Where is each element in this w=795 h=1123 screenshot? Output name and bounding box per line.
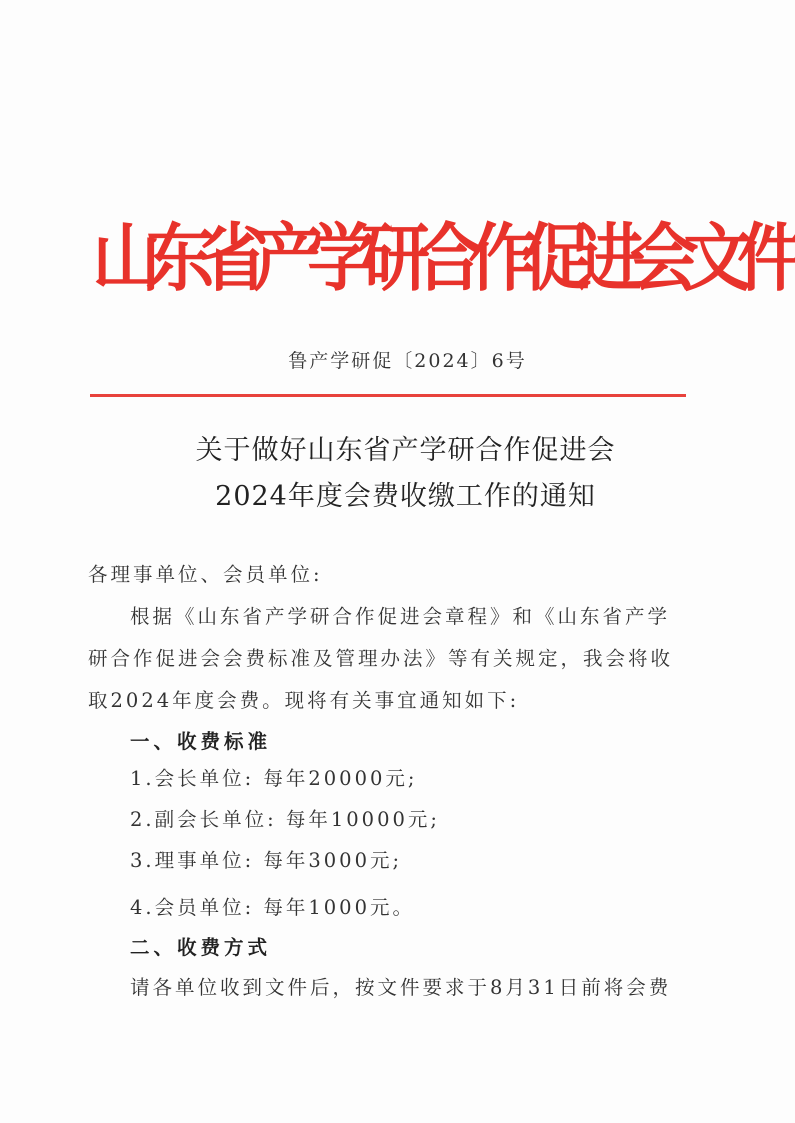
paragraph-1-line-3: 取2024年度会费。现将有关事宜通知如下: <box>88 689 520 712</box>
notice-title-line-2: 2024年度会费收缴工作的通知 <box>215 481 596 512</box>
fee-item: 2.副会长单位: 每年10000元; <box>130 808 440 831</box>
paragraph-2-line-1: 请各单位收到文件后，按文件要求于8月31日前将会费 <box>130 976 672 999</box>
document-number: 鲁产学研促〔2024〕6号 <box>288 350 527 372</box>
section-1-heading: 一、收费标准 <box>130 730 272 753</box>
notice-title-line-1: 关于做好山东省产学研合作促进会 <box>195 435 616 466</box>
paragraph-1-line-1: 根据《山东省产学研合作促进会章程》和《山东省产学 <box>130 605 671 628</box>
red-divider-line <box>90 394 686 397</box>
letterhead-title: 山东省产学研合作促进会文件 <box>92 215 791 301</box>
fee-item: 4.会员单位: 每年1000元。 <box>130 896 415 919</box>
paragraph-1-line-2: 研合作促进会会费标准及管理办法》等有关规定，我会将收 <box>88 647 674 670</box>
fee-item: 1.会长单位: 每年20000元; <box>130 767 418 790</box>
salutation: 各理事单位、会员单位: <box>88 563 323 586</box>
fee-item: 3.理事单位: 每年3000元; <box>130 849 403 872</box>
section-2-heading: 二、收费方式 <box>130 936 272 959</box>
